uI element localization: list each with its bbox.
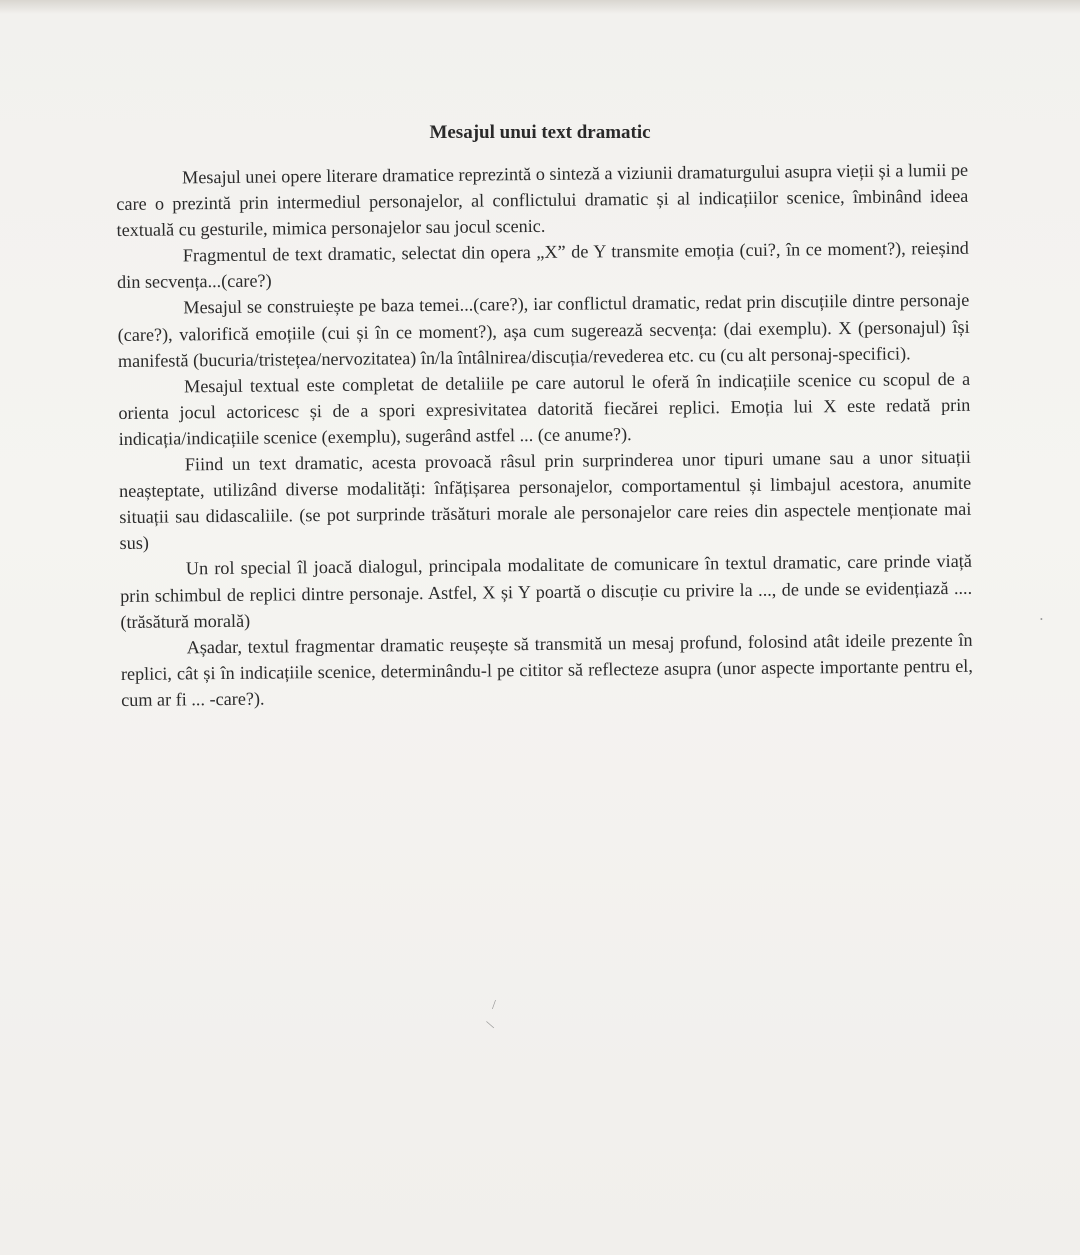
document-title: Mesajul unui text dramatic (429, 122, 651, 143)
document-body (116, 157, 973, 713)
paragraph-3: Mesajul se construiește pe baza temei...(care?), iar conflictul dramatic, redat prin discuțiile dintre personaje (care?), valorifică emoțiile (cui și în ce moment?), așa cum sugerează secvența: (dai exemplu). X (personajul) își manifestă (bucuria/tristețea/nervozitatea) în/la întâlnirea/discuția/revederea etc. cu (cu alt personaj-specifici). (117, 290, 970, 371)
paragraph-6: Un rol special îl joacă dialogul, principala modalitate de comunicare în textul dramatic, care prinde viață prin schimbul de replici dintre personaje. Astfel, X și Y poartă o discuție cu privire la ..., de unde se evidențiază .... (trăsătură morală) (120, 551, 973, 632)
paragraph-5: Fiind un text dramatic, acesta provoacă râsul prin surprinderea unor tipuri umane sau a unor situații neașteptate, utilizând diverse modalități: înfățișarea personajelor, comportamentul și limbajul acestora, anumite situații sau didascaliile. (se pot surprinde trăsături morale ale personajelor care reies din aspectele menționate mai sus) (119, 446, 972, 554)
pencil-mark-1: / (492, 998, 496, 1013)
paragraph-2: Fragmentul de text dramatic, selectat din opera „X” de Y transmite emoția (cui?, în ce moment?), reieșind din secvența...(care?) (117, 238, 969, 293)
paper-speck: • (1040, 615, 1043, 624)
paragraph-7: Așadar, textul fragmentar dramatic reușește să transmită un mesaj profund, folosind atât ideile prezente în replici, cât și în indicațiile scenice, determinându-l pe cititor să reflecteze asupra (unor aspecte importante pentru el, cum ar fi ... -care?). (120, 629, 973, 710)
paragraph-1: Mesajul unei opere literare dramatice reprezintă o sinteză a viziunii dramaturgului asupra vieții și a lumii pe care o prezintă prin intermediul personajelor, al conflictului dramatic și al indicațiilor scenice, îmbinând ideea textuală cu gesturile, mimica personajelor sau jocul scenic. (116, 159, 969, 241)
paragraph-4: Mesajul textual este completat de detaliile pe care autorul le oferă în indicațiile scenice cu scopul de a orienta jocul actoricesc și de a spori expresivitatea datorită fiecărei replici. Emoția lui X este redată prin indicația/indicațiile scenice (exemplu), sugerând astfel ... (ce anume?). (118, 368, 971, 449)
pencil-mark-2: \ (485, 1018, 497, 1034)
